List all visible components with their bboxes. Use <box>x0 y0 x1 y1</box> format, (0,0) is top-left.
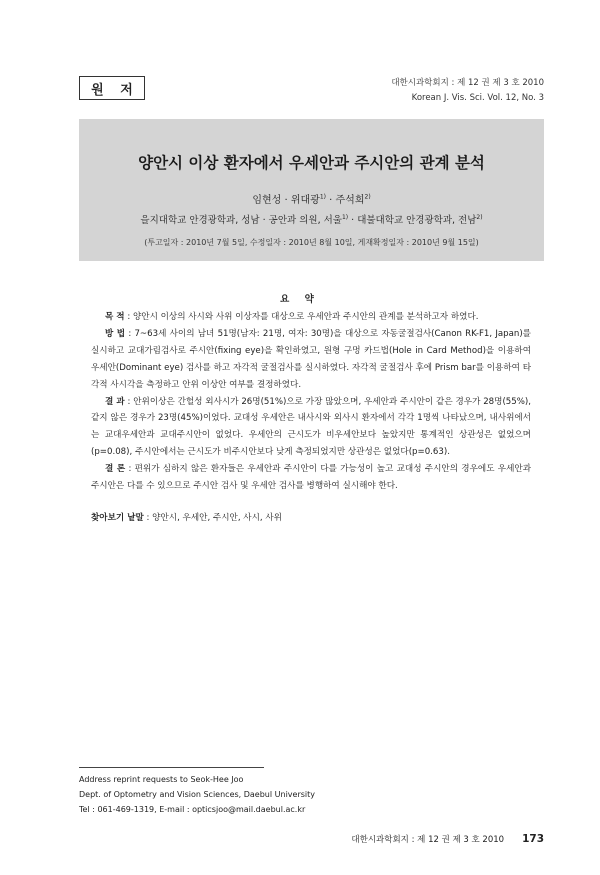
footnote-divider <box>79 767 264 768</box>
journal-citation-english: Korean J. Vis. Sci. Vol. 12, No. 3 <box>411 93 544 103</box>
conclusion-label: 결 론 <box>105 464 126 475</box>
submission-dates: (투고일자 : 2010년 7월 5일, 수정일자 : 2010년 8월 10일, 게재확정일자 : 2010년 9월 15일) <box>144 238 479 247</box>
footnote-line-2: Dept. of Optometry and Vision Sciences, Daebul University <box>79 790 315 799</box>
result-text: : 안위이상은 간헐성 외사시가 26명(51%)으로 가장 많았으며, 우세안과 주시안이 같은 경우가 28명(55%), 같지 않은 경우가 23명(45%)이었다. 교대성 우세안은 내사시와 외사시 환자에서 각각 1명씩 나타났으며, 내사위에서는 교대우세안과 교대주시안이 없었다. 우세안의 근시도가 비우세안보다 높았지만 통계적인 상관성은 없었으며(p=0.08), 주시안에서는 근시도가 비주시안보다 낮게 측정되었지만 상관성은 없었다(p=0.63). <box>91 396 531 458</box>
method-text: : 7~63세 사이의 남녀 51명(남자: 21명, 여자: 30명)을 대상으로 자동굴절검사(Canon RK-F1, Japan)를 실시하고 교대가림검사로 주시안(fixing eye)을 확인하였고, 원형 구멍 카드법(Hole in Card Method)을 이용하여 우세안(Dominant eye) 검사를 하고 자각적 굴절검사를 실시하였다. 자각적 굴절검사 후에 Prism bar를 이용하여 타각적 사시각을 측정하고 안위 이상안 여부를 결정하였다. <box>91 328 531 390</box>
page-footer <box>351 833 544 845</box>
affiliation-part-2: · 대불대학교 안경광학과, 전남 <box>348 215 477 226</box>
keywords <box>91 511 282 523</box>
purpose-text: : 양안시 이상의 사시와 사위 이상자를 대상으로 우세안과 주시안의 관계를 분석하고자 하였다. <box>124 312 479 322</box>
correspondence-footnote <box>79 772 315 817</box>
page-number: 173 <box>522 833 544 845</box>
purpose-label: 목 적 <box>105 312 125 322</box>
result-label: 결 과 <box>105 396 125 407</box>
method-label: 방 법 <box>105 328 126 339</box>
abstract-method <box>91 326 531 394</box>
affiliation-mark-2: 2) <box>476 213 483 221</box>
keywords-text: : 양안시, 우세안, 주시안, 사시, 사위 <box>143 513 282 523</box>
title-block <box>79 119 544 261</box>
affiliation-part-1: 을지대학교 안경광학과, 성남 · 공안과 의원, 서울 <box>140 215 342 226</box>
abstract-result <box>91 394 531 462</box>
affiliations <box>79 212 544 226</box>
footer-journal: 대한시과학회지 : 제 12 권 제 3 호 2010 <box>351 835 505 845</box>
authors-last: · 주석희 <box>325 195 365 206</box>
abstract-body <box>91 309 531 495</box>
author-affil-mark-2: 2) <box>364 193 371 201</box>
footnote-line-1: Address reprint requests to Seok-Hee Joo <box>79 775 244 784</box>
conclusion-text: : 편위가 심하지 않은 환자들은 우세안과 주시안이 다를 가능성이 높고 교대성 주시안의 경우에도 우세안과 주시안은 다를 수 있으므로 주시안 검사 및 우세안 검사를 병행하여 실시해야 한다. <box>91 464 531 492</box>
journal-header <box>391 76 544 106</box>
author-list <box>79 191 544 206</box>
abstract-purpose <box>91 309 531 326</box>
abstract-heading: 요 약 <box>280 294 320 305</box>
authors-first: 임현성 · 위대광 <box>252 195 320 206</box>
keywords-label: 찾아보기 낱말 <box>91 513 144 523</box>
affiliation-mark-1: 1) <box>341 213 349 221</box>
author-affil-mark-1: 1) <box>319 193 326 201</box>
article-type-badge: 원 저 <box>79 76 145 100</box>
footnote-line-3: Tel : 061-469-1319, E-mail : opticsjoo@mail.daebul.ac.kr <box>79 805 306 814</box>
paper-title: 양안시 이상 환자에서 우세안과 주시안의 관계 분석 <box>138 154 485 172</box>
journal-citation-korean: 대한시과학회지 : 제 12 권 제 3 호 2010 <box>391 78 544 88</box>
abstract-conclusion <box>91 461 531 495</box>
